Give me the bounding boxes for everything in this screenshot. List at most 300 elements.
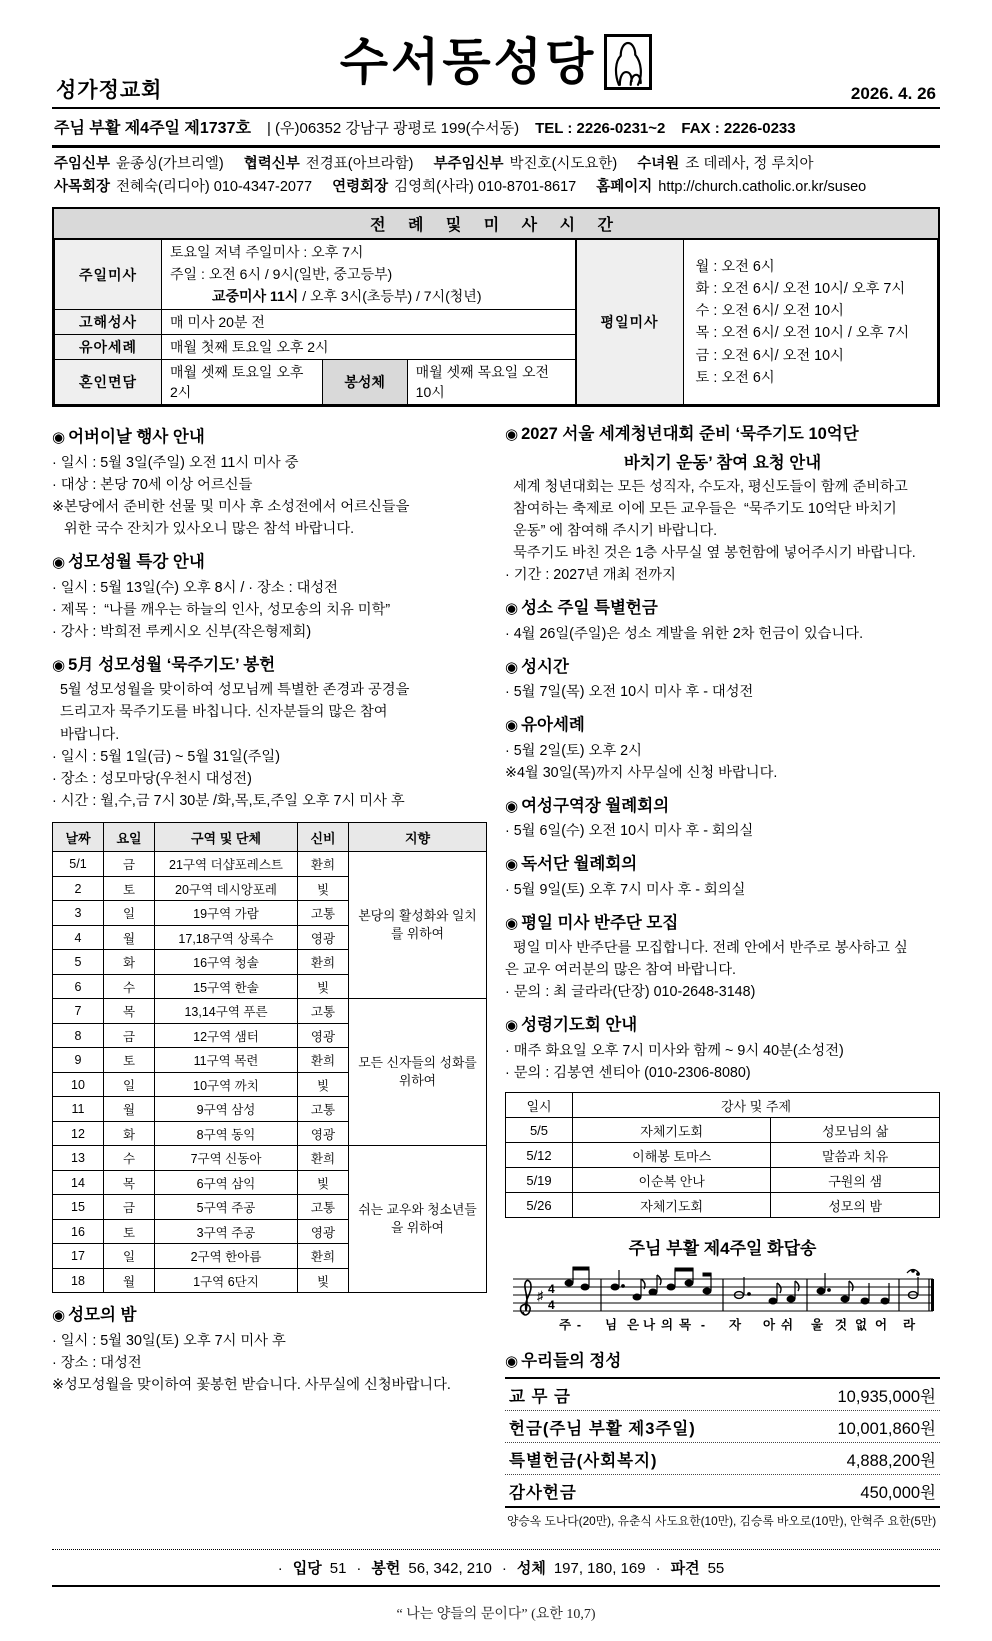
rosary-cell: 21구역 더샵포레스트 (155, 852, 298, 877)
lyric-syllable: 자 (728, 1318, 741, 1333)
confession-time: 매 미사 20분 전 (162, 310, 576, 335)
prayer-cell: 성모님의 삶 (771, 1118, 940, 1143)
rosary-cell: 고통 (298, 1097, 349, 1122)
rosary-cell: 토 (104, 1048, 155, 1073)
rosary-cell: 화 (104, 950, 155, 975)
prayer-cell: 5/5 (506, 1118, 573, 1143)
text-line: ※4월 30일(목)까지 사무실에 신청 바랍니다. (505, 764, 778, 781)
rosary-cell: 13 (53, 1146, 104, 1171)
offering-label: 특별헌금(사회복지) (509, 1451, 658, 1470)
marriage-interview-time: 매월 셋째 토요일 오후 2시 (162, 360, 323, 405)
lyric-syllable: 님 (604, 1318, 617, 1333)
text-line: · 강사 : 박희전 루케시오 신부(작은형제회) (52, 623, 312, 640)
sick-communion-label: 봉성체 (322, 360, 407, 405)
rosary-cell: 3구역 주공 (155, 1219, 298, 1244)
rosary-cell: 5구역 주공 (155, 1195, 298, 1220)
offerings-table (505, 1377, 940, 1508)
lyric-syllable: 주 (558, 1318, 571, 1333)
sick-communion-time: 매월 셋째 목요일 오전 10시 (407, 360, 575, 405)
rosary-cell: 17,18구역 상록수 (155, 925, 298, 950)
section-offerings (505, 1350, 940, 1529)
footer (52, 1549, 940, 1623)
rosary-cell: 빛 (298, 1072, 349, 1097)
prayer-header-row (506, 1093, 940, 1118)
rosary-cell: 토 (104, 876, 155, 901)
infant-baptism-time: 매월 첫째 토요일 오후 2시 (162, 335, 576, 360)
lyric-syllable: 라 (902, 1318, 915, 1333)
rosary-cell: 목 (104, 1170, 155, 1195)
text-line: · 제목 : “나를 깨우는 하늘의 인사, 성모송의 치유 미학” (52, 601, 391, 618)
section-title: ◉ 성모의 밤 (52, 1306, 137, 1325)
rosary-cell: 4 (53, 925, 104, 950)
staff-person-value: 조 데레사, 정 루치아 (685, 156, 814, 172)
rosary-cell: 10구역 까치 (155, 1072, 298, 1097)
text-line: · 매주 화요일 오후 7시 미사와 함께 ~ 9시 40분(소성전) (505, 1042, 844, 1059)
rosary-cell: 수 (104, 974, 155, 999)
bullet-icon: ◉ (505, 717, 519, 735)
rosary-cell: 빛 (298, 974, 349, 999)
rosary-cell: 15구역 한솔 (155, 974, 298, 999)
section-title: ◉ 독서단 월례회의 (505, 855, 638, 874)
bullet-icon: ◉ (52, 554, 66, 572)
section-body (52, 452, 487, 541)
lyric-syllable: - (576, 1318, 581, 1333)
section-body (505, 879, 940, 901)
homepage-link[interactable]: http://church.catholic.or.kr/suseo (658, 179, 867, 196)
psalm-title: 주님 부활 제4주일 화답송 (628, 1239, 817, 1259)
col-header-speaker-topic: 강사 및 주제 (573, 1093, 940, 1118)
staff-entry (637, 153, 813, 176)
bullet-icon: ◉ (505, 658, 519, 676)
scripture-quote: “ 나는 양들의 문이다” (요한 10,7) (396, 1607, 596, 1623)
prayer-row (506, 1168, 940, 1193)
bullet-icon: ◉ (505, 1017, 519, 1035)
text-line: · 5월 2일(토) 오후 2시 (505, 742, 642, 759)
rosary-cell: 5/1 (53, 852, 104, 877)
col-header-group: 구역 및 단체 (155, 823, 298, 852)
section-may-lecture (52, 551, 487, 643)
staff-role-label: 주임신부 (54, 156, 111, 172)
sunday-line-2: 주일 : 오전 6시 / 9시(일반, 중고등부) (170, 266, 393, 283)
col-header-date: 날짜 (53, 823, 104, 852)
text-line: · 시간 : 월,수,금 7시 30분 /화,목,토,주일 오후 7시 미사 후 (52, 793, 405, 810)
bullet-icon: ◉ (52, 1307, 66, 1325)
rosary-intention-cell: 쉬는 교우와 청소년들을 위하여 (349, 1146, 487, 1293)
rosary-cell: 영광 (298, 1219, 349, 1244)
section-body (52, 577, 487, 643)
confession-label: 고해성사 (55, 310, 162, 335)
text-line: 월 : 오전 6시 (695, 258, 775, 275)
rosary-cell: 7구역 신동아 (155, 1146, 298, 1171)
rosary-cell: 화 (104, 1121, 155, 1146)
rosary-cell: 고통 (298, 999, 349, 1024)
bullet-icon: ◉ (505, 1353, 519, 1371)
section-title: ◉ 평일 미사 반주단 모집 (505, 913, 679, 932)
weekday-mass-table (576, 239, 938, 405)
bullet-icon: ◉ (52, 429, 66, 447)
text-line: 수 : 오전 6시/ 오전 10시 (695, 303, 844, 320)
rosary-cell: 수 (104, 1146, 155, 1171)
col-header-day: 요일 (104, 823, 155, 852)
rosary-cell: 환희 (298, 950, 349, 975)
section-body (505, 623, 940, 645)
section-mary-night (52, 1304, 487, 1396)
rosary-cell: 영광 (298, 925, 349, 950)
staff-entry (54, 153, 224, 176)
prayer-cell: 자체기도회 (573, 1118, 771, 1143)
section-lectors-meeting (505, 853, 940, 900)
text-line: · 5월 6일(수) 오전 10시 미사 후 - 회의실 (505, 823, 754, 840)
rosary-cell: 환희 (298, 1146, 349, 1171)
lyric-syllable: 어 (874, 1318, 887, 1333)
rosary-cell: 16구역 청솔 (155, 950, 298, 975)
rosary-cell: 19구역 가람 (155, 901, 298, 926)
rosary-intention-cell: 본당의 활성화와 일치를 위하여 (349, 852, 487, 999)
staff-person-value: 전경표(아브라함) (305, 156, 414, 172)
rosary-cell: 금 (104, 1195, 155, 1220)
hymn-part-label: 입당 (292, 1560, 322, 1578)
bullet-icon: ◉ (505, 914, 519, 932)
rosary-cell: 20구역 데시앙포레 (155, 876, 298, 901)
text-line: 참여하는 축제로 이에 모든 교우들은 “묵주기도 10억단 바치기 (505, 500, 897, 517)
section-parents-day (52, 426, 487, 540)
treble-clef-icon (520, 1281, 530, 1316)
rosary-cell: 16 (53, 1219, 104, 1244)
section-holy-hour (505, 656, 940, 703)
rosary-cell: 17 (53, 1244, 104, 1269)
text-line: · 5월 9일(토) 오후 7시 미사 후 - 회의실 (505, 881, 746, 898)
prayer-cell: 자체기도회 (573, 1193, 771, 1218)
church-address: | (우)06352 강남구 광평로 199(수서동) (266, 120, 520, 137)
rosary-cell: 8구역 동익 (155, 1121, 298, 1146)
section-title: ◉ 어버이날 행사 안내 (52, 428, 205, 447)
bullet-icon: ◉ (505, 797, 519, 815)
rosary-cell: 12 (53, 1121, 104, 1146)
staff-person-value: 전혜숙(리디아) 010-4347-2077 (116, 179, 313, 196)
hymn-numbers: 56, 342, 210 (408, 1560, 492, 1578)
rosary-cell: 빛 (298, 876, 349, 901)
rosary-row (53, 1146, 487, 1171)
staff-role-label: 수녀원 (637, 156, 680, 172)
lyric-syllable: 울 (810, 1318, 823, 1333)
section-title: ◉ 성모성월 특강 안내 (52, 553, 205, 572)
rosary-cell: 18 (53, 1268, 104, 1293)
rosary-cell: 환희 (298, 1048, 349, 1073)
text-line: 묵주기도 바친 것은 1층 사무실 옆 봉헌함에 넣어주시기 바랍니다. (505, 545, 916, 562)
rosary-cell: 환희 (298, 1244, 349, 1269)
text-line: · 장소 : 성모마당(우천시 대성전) (52, 770, 252, 787)
rosary-cell: 금 (104, 1023, 155, 1048)
text-line: · 일시 : 5월 13일(수) 오후 8시 / · 장소 : 대성전 (52, 579, 338, 596)
hymn-part-label: 성체 (516, 1560, 546, 1578)
rosary-cell: 5 (53, 950, 104, 975)
prayer-cell: 5/26 (506, 1193, 573, 1218)
staff-block (52, 148, 940, 207)
text-line: 운동” 에 참여해 주시기 바랍니다. (505, 523, 718, 540)
text-line: · 일시 : 5월 3일(주일) 오전 11시 미사 중 (52, 454, 299, 471)
rosary-cell: 6 (53, 974, 104, 999)
offering-row (505, 1411, 940, 1443)
hymn-numbers: 197, 180, 169 (553, 1560, 646, 1578)
section-body (505, 681, 940, 703)
right-column (505, 415, 940, 1529)
rosary-cell: 9구역 삼성 (155, 1097, 298, 1122)
section-body (505, 937, 940, 1003)
section-infant-baptism (505, 714, 940, 784)
section-body (52, 1330, 487, 1396)
rosary-cell: 11구역 목련 (155, 1048, 298, 1073)
offerings-note: 양승옥 도나다(20만), 유춘식 사도요한(10만), 김승록 바오로(10만), 안혁주 요한(5만) (507, 1514, 937, 1529)
sunday-line-1: 토요일 저녁 주일미사 : 오후 7시 (170, 244, 364, 261)
staff-role-label: 홈페이지 (596, 179, 653, 196)
prayer-cell: 말씀과 치유 (771, 1143, 940, 1168)
rosary-cell: 목 (104, 999, 155, 1024)
separator-dot: · (655, 1560, 661, 1578)
separator-dot: · (356, 1560, 362, 1578)
rosary-cell: 일 (104, 901, 155, 926)
bullet-icon: ◉ (505, 856, 519, 874)
svg-text:♯: ♯ (536, 1288, 543, 1304)
rosary-cell: 15 (53, 1195, 104, 1220)
col-header-intention: 지향 (349, 823, 487, 852)
prayer-row (506, 1143, 940, 1168)
rosary-schedule-table (52, 822, 487, 1293)
rosary-cell: 8 (53, 1023, 104, 1048)
col-header-mystery: 신비 (298, 823, 349, 852)
rosary-cell: 14 (53, 1170, 104, 1195)
offering-row (505, 1443, 940, 1475)
section-body (505, 1040, 940, 1084)
rosary-cell: 월 (104, 1268, 155, 1293)
prayer-cell: 5/12 (506, 1143, 573, 1168)
hymn-numbers-row (52, 1549, 940, 1587)
section-holy-spirit-prayer (505, 1014, 940, 1084)
staff-person-value: 박진호(시도요한) (509, 156, 618, 172)
section-title: ◉ 2027 서울 세계청년대회 준비 ‘묵주기도 10억단 (505, 425, 859, 444)
text-line: · 문의 : 최 글라라(단장) 010-2648-3148) (505, 984, 756, 1001)
text-line: 위한 국수 잔치가 있사오니 많은 참석 바랍니다. (52, 521, 355, 538)
bullet-icon: ◉ (505, 426, 519, 444)
rosary-cell: 금 (104, 852, 155, 877)
staff-row-clergy (54, 153, 938, 176)
text-line: 드리고자 묵주기도를 바칩니다. 신자분들의 많은 참여 (52, 704, 388, 721)
rosary-cell: 1구역 6단지 (155, 1268, 298, 1293)
text-line: 토 : 오전 6시 (695, 369, 775, 386)
section-title: ◉ 여성구역장 월례회의 (505, 796, 670, 815)
separator-dot: · (277, 1560, 283, 1578)
prayer-cell: 이순복 안나 (573, 1168, 771, 1193)
hymn-part-label: 파견 (670, 1560, 700, 1578)
text-line: · 문의 : 김봉연 센티아 (010-2306-8080) (505, 1064, 751, 1081)
rosary-row (53, 852, 487, 877)
section-title: ◉ 우리들의 정성 (505, 1352, 622, 1371)
lyric-syllable: 목 (678, 1318, 691, 1333)
text-line: 세계 청년대회는 모든 성직자, 수도자, 평신도들이 함께 준비하고 (505, 478, 908, 495)
offering-label: 감사헌금 (509, 1483, 577, 1502)
section-accompanist-recruit (505, 912, 940, 1004)
text-line: 목 : 오전 6시/ 오전 10시 / 오후 7시 (695, 325, 910, 342)
bullet-icon: ◉ (52, 657, 66, 675)
rosary-cell: 영광 (298, 1023, 349, 1048)
rosary-cell: 고통 (298, 1195, 349, 1220)
text-line: 은 교우 여러분의 많은 참여 바랍니다. (505, 962, 736, 979)
prayer-cell: 5/19 (506, 1168, 573, 1193)
rosary-cell: 9 (53, 1048, 104, 1073)
issue-row (52, 109, 940, 145)
marriage-interview-label: 혼인면담 (55, 360, 162, 405)
weekday-mass-label: 평일미사 (576, 240, 683, 405)
section-women-leaders-meeting (505, 795, 940, 842)
prayer-cell: 성모의 밤 (771, 1193, 940, 1218)
section-title-line2: 바치기 운동’ 참여 요청 안내 (623, 453, 822, 472)
text-line: 금 : 오전 6시/ 오전 10시 (695, 347, 844, 364)
svg-text:4: 4 (547, 1282, 555, 1297)
staff-role-label: 사목회장 (54, 179, 111, 196)
staff-role-label: 부주임신부 (433, 156, 504, 172)
issue-title: 주님 부활 제4주일 제1737호 (54, 120, 251, 137)
text-line: · 4월 26일(주일)은 성소 계발을 위한 2차 헌금이 있습니다. (505, 625, 864, 642)
rosary-cell: 월 (104, 1097, 155, 1122)
rosary-cell: 10 (53, 1072, 104, 1097)
holy-family-logo-icon (604, 34, 652, 90)
svg-text:4: 4 (547, 1298, 555, 1313)
text-line: 5월 성모성월을 맞이하여 성모님께 특별한 존경과 공경을 (52, 682, 410, 699)
tel-number: TEL : 2226-0231~2 (535, 120, 666, 137)
parish-type: 성가정교회 (56, 79, 163, 102)
staff-role-label: 연령회장 (332, 179, 389, 196)
lyric-syllable: - (700, 1318, 705, 1333)
offering-amount: 4,888,200원 (846, 1451, 936, 1470)
fax-number: FAX : 2226-0233 (681, 120, 796, 137)
lyric-syllable: 은 (626, 1318, 639, 1333)
col-header-date: 일시 (506, 1093, 573, 1118)
lyric-syllable: 나 (642, 1318, 655, 1333)
section-world-youth-day (505, 423, 940, 586)
section-body (52, 679, 487, 812)
staff-person-value: 윤종싱(가브리엘) (116, 156, 224, 172)
offering-amount: 10,935,000원 (837, 1387, 936, 1406)
mass-times-header: 전 례 및 미 사 시 간 (54, 209, 938, 239)
offering-amount: 10,001,860원 (837, 1419, 936, 1438)
staff-row-officers (54, 176, 938, 199)
masthead (52, 34, 940, 104)
sunday-mass-label: 주일미사 (55, 240, 162, 310)
staff-entry (54, 176, 312, 199)
rosary-cell: 빛 (298, 1170, 349, 1195)
offering-row (505, 1475, 940, 1506)
staff-entry (244, 153, 414, 176)
rosary-cell: 월 (104, 925, 155, 950)
mass-times-table (52, 207, 940, 407)
staff-person-value: 김영희(사라) 010-8701-8617 (394, 179, 577, 196)
staff-role-label: 협력신부 (243, 156, 300, 172)
rosary-cell: 3 (53, 901, 104, 926)
responsorial-psalm (505, 1234, 940, 1339)
bullet-icon: ◉ (505, 600, 519, 618)
text-line: 화 : 오전 6시/ 오전 10시/ 오후 7시 (695, 281, 906, 298)
hymn-numbers: 55 (707, 1560, 725, 1578)
text-line: · 장소 : 대성전 (52, 1354, 142, 1371)
infant-baptism-label: 유아세례 (55, 335, 162, 360)
section-body (505, 476, 940, 587)
separator-dot: · (501, 1560, 507, 1578)
lyric-syllable: 쉬 (780, 1318, 793, 1333)
rosary-cell: 12구역 샘터 (155, 1023, 298, 1048)
rosary-cell: 빛 (298, 1268, 349, 1293)
hymn-part-label: 봉헌 (371, 1560, 401, 1578)
rosary-cell: 11 (53, 1097, 104, 1122)
section-title: ◉ 성소 주일 특별헌금 (505, 599, 658, 618)
offering-row (505, 1379, 940, 1411)
rosary-intention-cell: 모든 신자들의 성화를 위하여 (349, 999, 487, 1146)
sunday-line-3: 교중미사 11시 / 오후 3시(초등부) / 7시(청년) (212, 287, 482, 304)
music-staff (511, 1265, 935, 1339)
lyric-syllable: 아 (762, 1318, 775, 1333)
lyric-syllable: 없 (854, 1318, 867, 1333)
offering-label: 헌금(주님 부활 제3주일) (509, 1419, 696, 1438)
rosary-cell: 6구역 삼익 (155, 1170, 298, 1195)
rosary-cell: 고통 (298, 901, 349, 926)
prayer-row (506, 1118, 940, 1143)
rosary-cell: 환희 (298, 852, 349, 877)
section-body (505, 740, 940, 784)
text-line: 바랍니다. (52, 726, 120, 743)
prayer-cell: 구원의 샘 (771, 1168, 940, 1193)
rosary-header-row (53, 823, 487, 852)
section-title: ◉ 성령기도회 안내 (505, 1016, 638, 1035)
section-rosary-offering (52, 654, 487, 812)
section-body (505, 820, 940, 842)
staff-entry (596, 176, 866, 199)
staff-entry (332, 176, 576, 199)
rosary-cell: 일 (104, 1244, 155, 1269)
rosary-cell: 2 (53, 876, 104, 901)
section-title: ◉ 5月 성모성월 ‘묵주기도’ 봉헌 (52, 656, 276, 675)
section-title: ◉ 유아세례 (505, 716, 585, 735)
section-vocation-collection (505, 597, 940, 644)
rosary-cell: 영광 (298, 1121, 349, 1146)
prayer-meeting-table (505, 1092, 940, 1218)
text-line: · 대상 : 본당 70세 이상 어르신들 (52, 476, 253, 493)
rosary-row (53, 999, 487, 1024)
prayer-cell: 이해봉 토마스 (573, 1143, 771, 1168)
text-line: · 기간 : 2027년 개최 전까지 (505, 567, 676, 584)
offering-label: 교 무 금 (509, 1387, 571, 1406)
sunday-mass-table (54, 239, 576, 405)
sunday-mass-times (162, 240, 576, 310)
rosary-cell: 13,14구역 푸른 (155, 999, 298, 1024)
offering-amount: 450,000원 (860, 1483, 936, 1502)
rosary-cell: 토 (104, 1219, 155, 1244)
church-name: 수서동성당 (339, 33, 597, 90)
weekday-mass-times (683, 240, 937, 405)
staff-entry (434, 153, 618, 176)
lyric-syllable: 것 (834, 1318, 847, 1333)
rosary-cell: 7 (53, 999, 104, 1024)
text-line: 평일 미사 반주단를 모집합니다. 전례 안에서 반주로 봉사하고 싶 (505, 940, 908, 957)
rosary-cell: 2구역 한아름 (155, 1244, 298, 1269)
hymn-numbers: 51 (329, 1560, 347, 1578)
text-line: · 5월 7일(목) 오전 10시 미사 후 - 대성전 (505, 684, 754, 701)
lyric-syllable: 의 (660, 1318, 673, 1333)
text-line: ※본당에서 준비한 선물 및 미사 후 소성전에서 어르신들을 (52, 499, 410, 516)
rosary-cell: 일 (104, 1072, 155, 1097)
text-line: ※성모성월을 맞이하여 꽃봉헌 받습니다. 사무실에 신청바랍니다. (52, 1376, 451, 1393)
text-line: · 일시 : 5월 30일(토) 오후 7시 미사 후 (52, 1332, 286, 1349)
left-column (52, 415, 487, 1529)
text-line: · 일시 : 5월 1일(금) ~ 5월 31일(주일) (52, 748, 280, 765)
section-title: ◉ 성시간 (505, 657, 569, 676)
